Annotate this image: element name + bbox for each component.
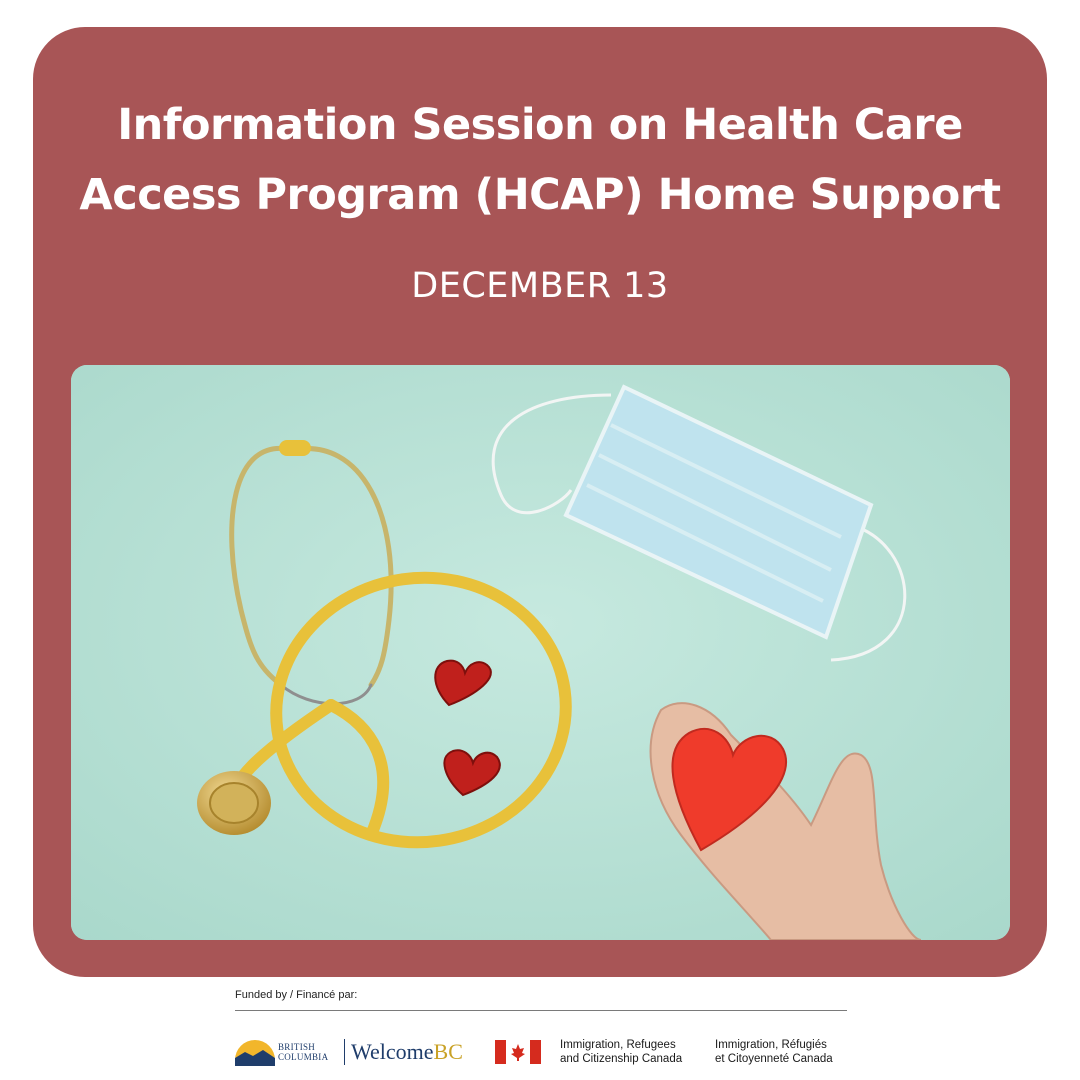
welcomebc-logo	[351, 1038, 463, 1066]
event-date: DECEMBER 13	[411, 266, 669, 306]
welcome-bc-text: BC	[433, 1039, 463, 1064]
bc-line-2: COLUMBIA	[278, 1052, 329, 1062]
page-title	[0, 90, 1080, 230]
bc-wordmark	[278, 1042, 328, 1062]
ircc-en-line-1: Immigration, Refugees	[560, 1039, 676, 1051]
ircc-fr-line-2: et Citoyenneté Canada	[715, 1053, 833, 1065]
logo-divider	[344, 1039, 345, 1065]
title-line-1: Information Session on Health Care	[117, 100, 963, 150]
ircc-fr-line-1: Immigration, Réfugiés	[715, 1039, 827, 1051]
title-line-2: Access Program (HCAP) Home Support	[79, 170, 1001, 220]
bc-line-1: BRITISH	[278, 1042, 316, 1052]
welcome-text: Welcome	[351, 1039, 434, 1064]
ircc-english-name	[560, 1038, 682, 1066]
canada-flag-icon	[495, 1040, 541, 1064]
funded-by-label: Funded by / Financé par:	[235, 989, 358, 1001]
stethoscope-chestpiece-icon	[197, 771, 271, 835]
ircc-en-line-2: and Citizenship Canada	[560, 1053, 683, 1065]
footer-divider	[235, 1010, 847, 1011]
medical-items-illustration	[71, 365, 1010, 940]
ircc-french-name	[715, 1038, 833, 1066]
hero-photo	[71, 365, 1010, 940]
